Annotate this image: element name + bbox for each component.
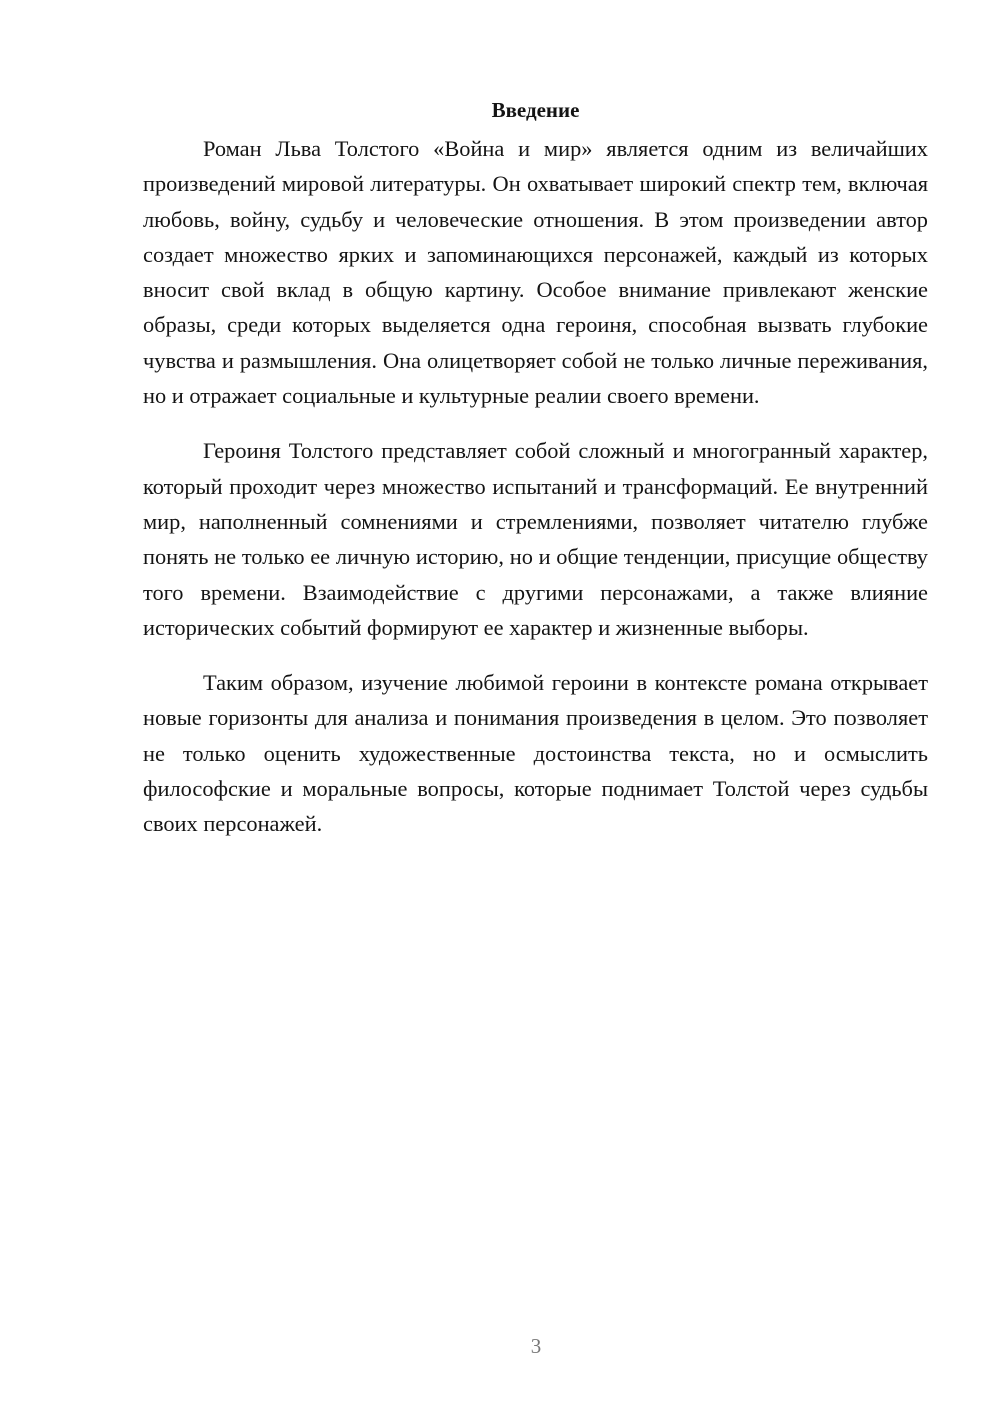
paragraph-1: Роман Льва Толстого «Война и мир» является одним из величайших произведений мировой литературы. Он охватывает широкий спектр тем, включая любовь, войну, судьбу и человеческие отношения. В этом произведении автор создает множество ярких и запоминающихся персонажей, каждый из которых вносит свой вклад в общую картину. Особое внимание привлекают женские образы, среди которых выделяется одна героиня, способная вызвать глубокие чувства и размышления. Она олицетворяет собой не только личные переживания, но и отражает социальные и культурные реалии своего времени. xyxy=(143,136,928,409)
paragraph-2: Героиня Толстого представляет собой сложный и многогранный характер, который проходит через множество испытаний и трансформаций. Ее внутренний мир, наполненный сомнениями и стремлениями, позволяет читателю глубже понять не только ее личную историю, но и общие тенденции, присущие обществу того времени. Взаимодействие с другими персонажами, а также влияние исторических событий формируют ее характер и жизненные выборы. xyxy=(143,438,928,640)
section-title: Введение xyxy=(491,98,580,122)
paragraph-3: Таким образом, изучение любимой героини в контексте романа открывает новые горизонты для анализа и понимания произведения в целом. Это позволяет не только оценить художественные достоинства текста, но и осмыслить философские и моральные вопросы, которые поднимает Толстой через судьбы своих персонажей. xyxy=(143,670,928,837)
page-number: 3 xyxy=(530,1334,542,1358)
page-content xyxy=(143,95,928,862)
